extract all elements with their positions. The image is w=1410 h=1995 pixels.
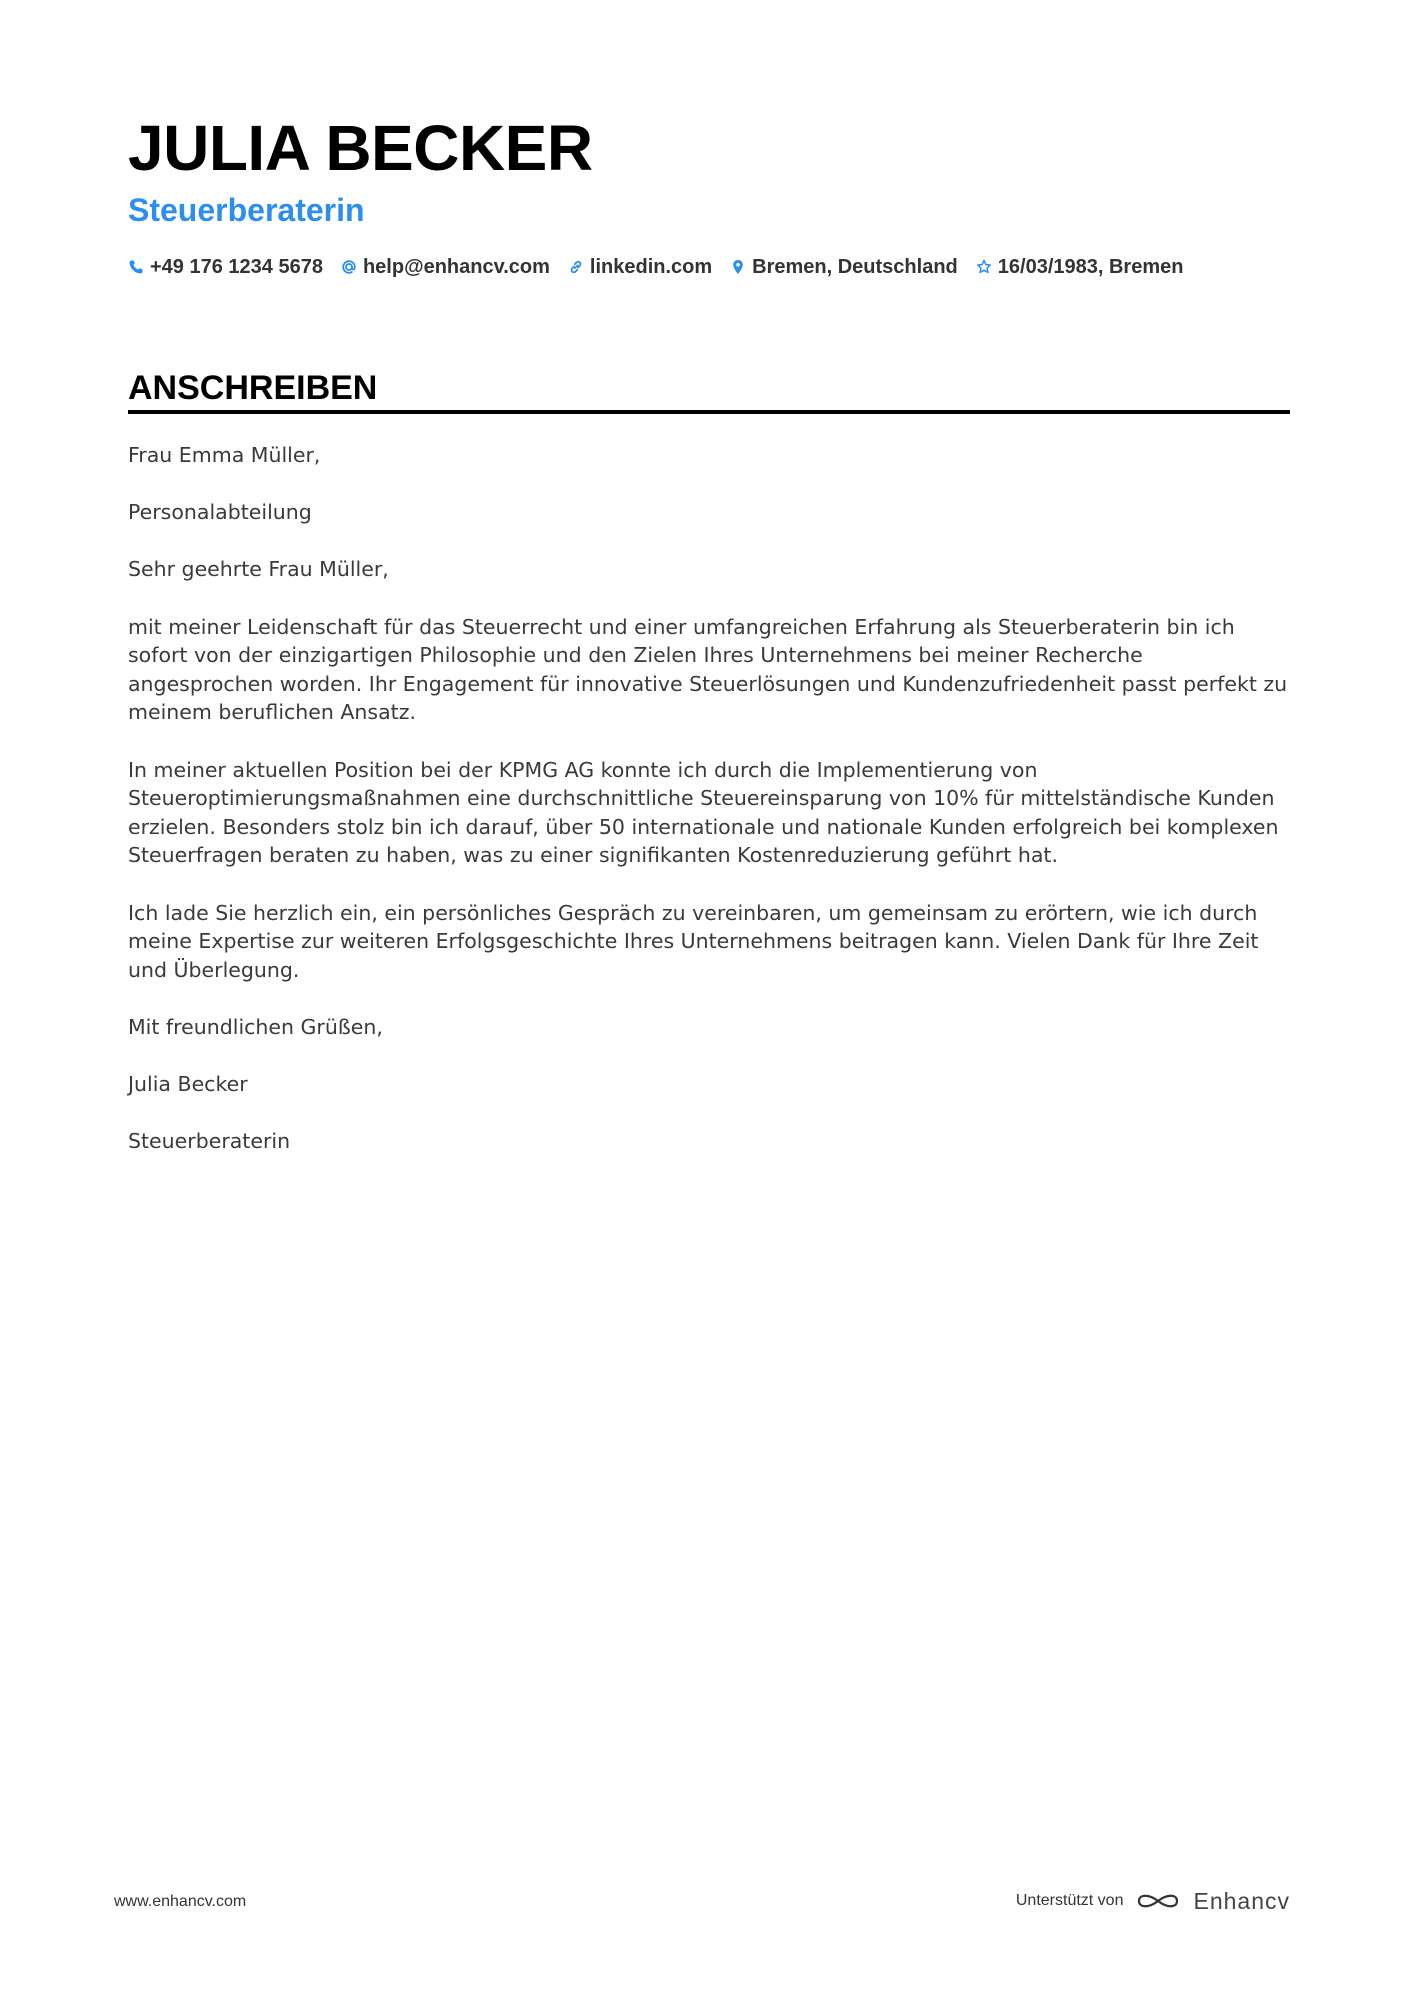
letter-paragraph: Ich lade Sie herzlich ein, ein persönliches Gespräch zu vereinbaren, um gemeinsam zu erörtern, wie ich durch meine Expertise zur weiteren Erfolgsgeschichte Ihres Unternehmens beitragen kann. Vielen Dank für Ihre Zeit und Überlegung.: [128, 900, 1259, 982]
contact-birthdate: [976, 256, 1184, 279]
email-address: help@enhancv.com: [362, 255, 550, 278]
star-icon: [976, 259, 992, 275]
link-icon: [568, 259, 584, 275]
signature-title: Steuerberaterin: [128, 1129, 291, 1154]
footer-url[interactable]: www.enhancv.com: [114, 1893, 247, 1910]
job-title: Steuerberaterin: [128, 192, 365, 228]
letter-paragraph: In meiner aktuellen Position bei der KPMG AG konnte ich durch die Implementierung von Steueroptimierungsmaßnahmen eine durchschnittliche Steuereinsparung von 10% für mittelständische Kunden erzielen. Besonders stolz bin ich darauf, über 50 internationale und nationale Kunden erfolgreich bei komplexen Steuerfragen beraten zu haben, was zu einer signifikanten Kostenreduzierung geführt hat.: [128, 757, 1279, 868]
contact-location: [730, 256, 958, 279]
at-icon: [341, 259, 357, 275]
letter-paragraph: mit meiner Leidenschaft für das Steuerrecht und einer umfangreichen Erfahrung als Steuerberaterin bin ich sofort von der einzigartigen Philosophie und den Zielen Ihres Unternehmens bei meiner Recherche angesprochen worden. Ihr Engagement für innovative Steuerlösungen und Kundenzufriedenheit passt perfekt zu meinem beruflichen Ansatz.: [128, 614, 1288, 725]
recipient-line: Frau Emma Müller,: [128, 443, 321, 467]
phone-number: +49 176 1234 5678: [150, 255, 323, 278]
location-text: Bremen, Deutschland: [752, 255, 958, 278]
candidate-name: JULIA BECKER: [128, 112, 593, 184]
department-line: Personalabteilung: [128, 500, 312, 525]
birthdate-text: 16/03/1983, Bremen: [997, 255, 1184, 278]
contact-phone: [128, 256, 323, 279]
contact-linkedin: [568, 256, 712, 279]
section-divider: [128, 410, 1290, 414]
salutation: Sehr geehrte Frau Müller,: [128, 557, 389, 582]
enhancv-logo-icon: [1135, 1888, 1181, 1914]
contact-email: [341, 256, 550, 279]
letter-body: [128, 441, 1290, 1184]
contact-bar: [128, 254, 1201, 280]
section-title: ANSCHREIBEN: [128, 369, 378, 407]
phone-icon: [128, 259, 144, 275]
signature-name: Julia Becker: [128, 1072, 248, 1097]
location-pin-icon: [730, 259, 746, 275]
linkedin-url: linkedin.com: [589, 255, 713, 278]
enhancv-wordmark: Enhancv: [1193, 1887, 1290, 1914]
footer-brand: [1016, 1886, 1290, 1916]
powered-by-label: Unterstützt von: [1015, 1892, 1124, 1909]
closing-line: Mit freundlichen Grüßen,: [128, 1014, 383, 1039]
